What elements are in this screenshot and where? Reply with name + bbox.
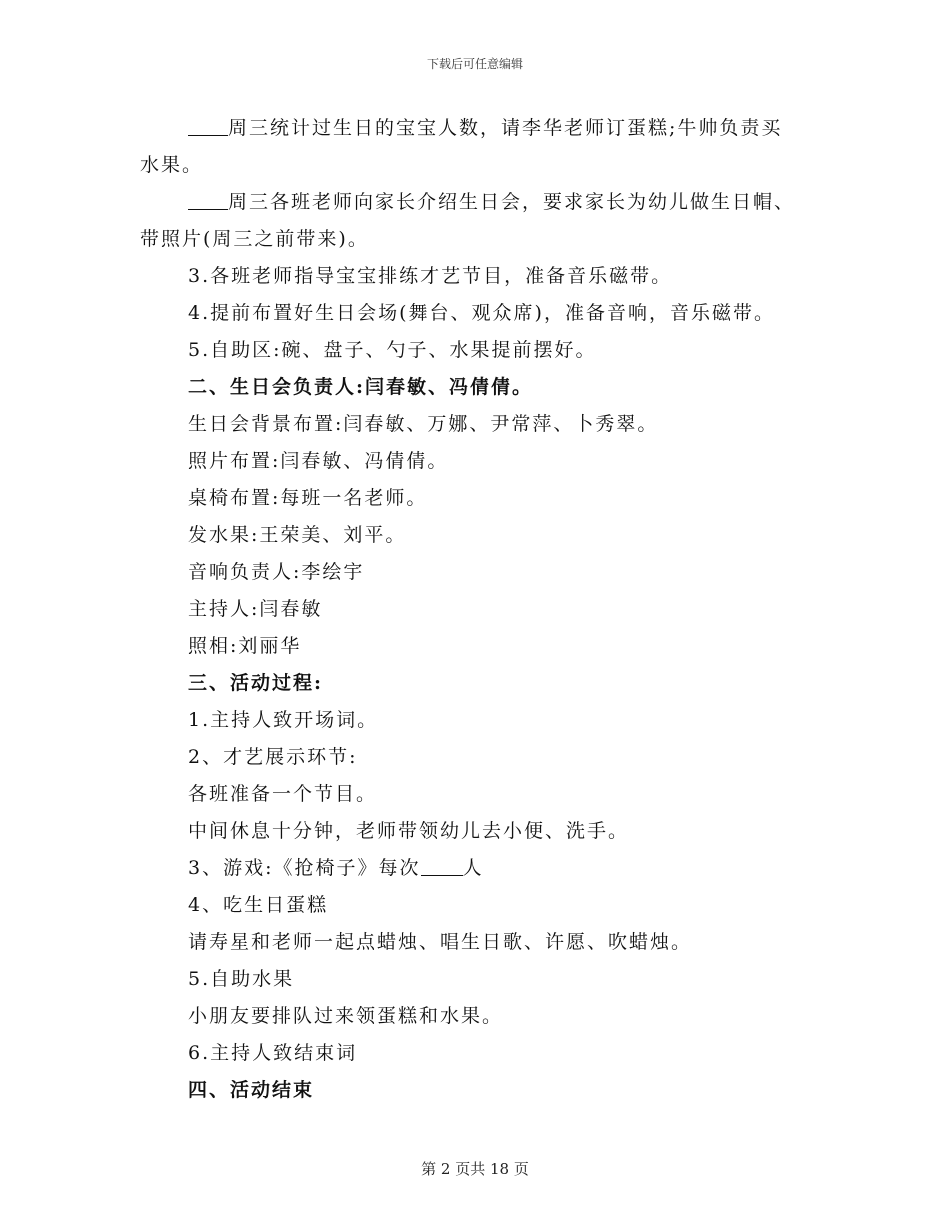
- paragraph-line: [140, 776, 820, 813]
- paragraph-line: [140, 1035, 820, 1072]
- section-heading: [140, 1072, 820, 1109]
- line-text: 生日会背景布置:闫春敏、万娜、尹常萍、卜秀翠。: [188, 413, 659, 435]
- paragraph-line: [140, 295, 820, 332]
- line-text: 发水果:王荣美、刘平。: [188, 524, 407, 546]
- line-text: 桌椅布置:每班一名老师。: [188, 487, 428, 509]
- section-heading: [140, 369, 820, 406]
- paragraph-line: [140, 887, 820, 924]
- line-text: 水果。: [140, 154, 204, 176]
- line-text: 中间休息十分钟，老师带领幼儿去小便、洗手。: [188, 820, 630, 842]
- line-text: 三、活动过程:: [188, 672, 324, 694]
- line-text: 周三统计过生日的宝宝人数，请李华老师订蛋糕;牛帅负责买: [228, 117, 783, 139]
- line-text: 请寿星和老师一起点蜡烛、唱生日歌、许愿、吹蜡烛。: [188, 931, 693, 953]
- paragraph-line: [140, 554, 820, 591]
- paragraph-line: [140, 591, 820, 628]
- paragraph-line: [140, 702, 820, 739]
- paragraph-line: [140, 813, 820, 850]
- document-body: [140, 110, 820, 1109]
- paragraph-line: [140, 332, 820, 369]
- line-text: 6.主持人致结束词: [188, 1042, 358, 1064]
- line-text: 3.各班老师指导宝宝排练才艺节目，准备音乐磁带。: [188, 265, 673, 287]
- paragraph-line: [140, 628, 820, 665]
- paragraph-line: [140, 147, 820, 184]
- line-text: 5.自助区:碗、盘子、勺子、水果提前摆好。: [188, 339, 597, 361]
- line-text: 音响负责人:李绘宇: [188, 561, 365, 583]
- paragraph-line: [140, 184, 820, 221]
- page-footer: 第 2 页共 18 页: [421, 1160, 529, 1178]
- paragraph-line: [140, 258, 820, 295]
- line-text: 周三各班老师向家长介绍生日会，要求家长为幼儿做生日帽、: [228, 191, 796, 213]
- paragraph-line: [140, 850, 820, 887]
- page-header: 下载后可任意编辑: [426, 57, 523, 71]
- paragraph-line: [140, 998, 820, 1035]
- line-text: 1.主持人致开场词。: [188, 709, 379, 731]
- paragraph-line: [140, 221, 820, 258]
- line-text: 二、生日会负责人:闫春敏、冯倩倩。: [188, 376, 534, 398]
- fill-in-blank: [188, 113, 228, 136]
- line-text: 四、活动结束: [188, 1079, 315, 1101]
- line-text: 4、吃生日蛋糕: [188, 894, 329, 916]
- line-text: 4.提前布置好生日会场(舞台、观众席)，准备音响，音乐磁带。: [188, 302, 775, 324]
- paragraph-line: [140, 517, 820, 554]
- line-text: 带照片(周三之前带来)。: [140, 228, 369, 250]
- line-text: 各班准备一个节目。: [188, 783, 378, 805]
- fill-in-blank: [421, 853, 463, 876]
- line-text-after: 人: [462, 857, 484, 879]
- paragraph-line: [140, 443, 820, 480]
- paragraph-line: [140, 924, 820, 961]
- paragraph-line: [140, 110, 820, 147]
- section-heading: [140, 665, 820, 702]
- line-text: 主持人:闫春敏: [188, 598, 323, 620]
- paragraph-line: [140, 739, 820, 776]
- paragraph-line: [140, 961, 820, 998]
- line-text: 照相:刘丽华: [188, 635, 302, 657]
- line-text: 2、才艺展示环节:: [188, 746, 358, 768]
- line-text: 5.自助水果: [188, 968, 295, 990]
- line-text: 3、游戏:《抢椅子》每次: [188, 857, 421, 879]
- line-text: 小朋友要排队过来领蛋糕和水果。: [188, 1005, 504, 1027]
- paragraph-line: [140, 406, 820, 443]
- paragraph-line: [140, 480, 820, 517]
- line-text: 照片布置:闫春敏、冯倩倩。: [188, 450, 449, 472]
- fill-in-blank: [188, 187, 228, 210]
